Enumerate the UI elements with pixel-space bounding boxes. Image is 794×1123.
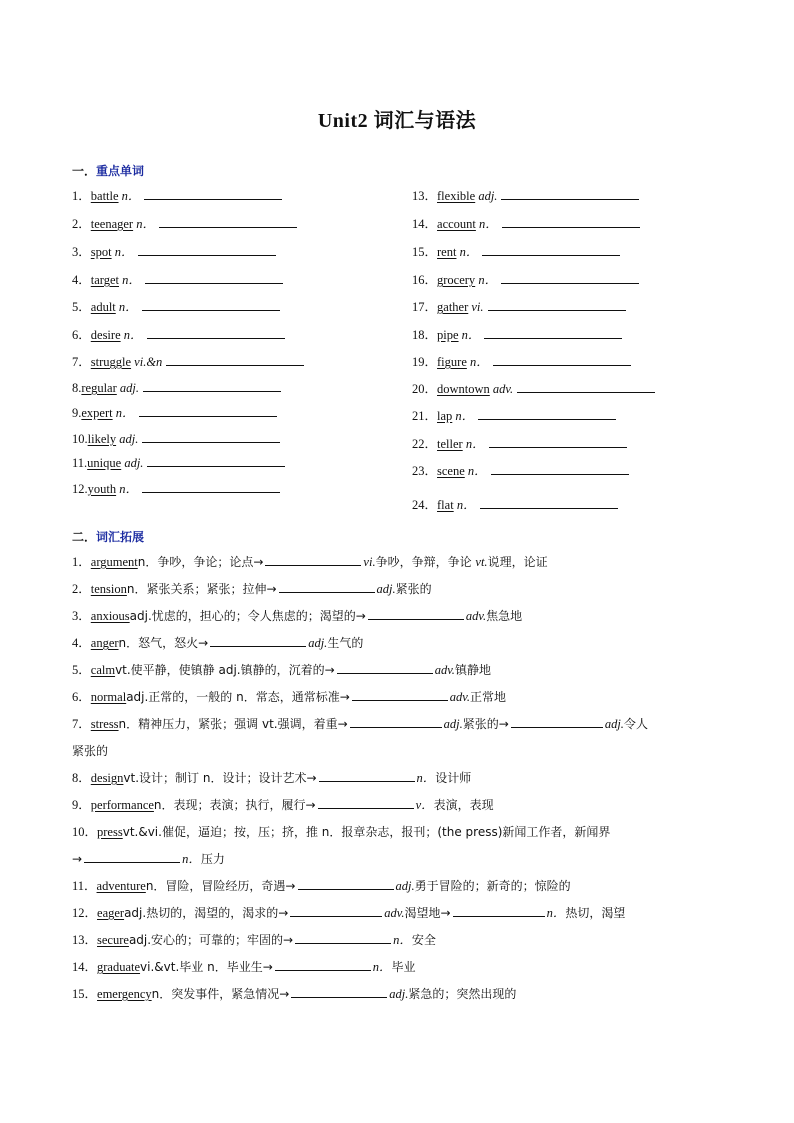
vocab-word: gather [437, 300, 469, 314]
definition: 紧张的→ [462, 717, 509, 731]
part-of-speech: n． [136, 217, 155, 231]
definition: vi.&vt.毕业 n．毕业生→ [140, 960, 273, 974]
expansion-item-7 [72, 715, 732, 760]
vocab-item [412, 326, 622, 344]
expansion-item-12 [72, 904, 732, 922]
definition: n．突发事件，紧急情况→ [151, 987, 290, 1001]
answer-blank[interactable] [453, 904, 545, 917]
answer-blank[interactable] [298, 877, 394, 890]
definition: 设计师 [435, 771, 472, 785]
item-number: 18． [412, 328, 438, 342]
definition: n．怒气，怒火→ [118, 636, 209, 650]
part-of-speech: n． [459, 245, 479, 259]
item-number: 6． [72, 328, 91, 342]
part-of-speech: n． [470, 355, 489, 369]
vocab-word: likely [87, 432, 117, 446]
part-of-speech: adj. [395, 879, 415, 893]
answer-blank[interactable] [210, 634, 306, 647]
item-number: 20． [412, 382, 438, 396]
arrow: → [72, 852, 83, 866]
vocab-item [412, 435, 627, 453]
item-number: 1． [72, 555, 91, 569]
definition: 镇静地 [454, 663, 491, 677]
answer-blank[interactable] [275, 958, 371, 971]
answer-blank[interactable] [142, 480, 280, 493]
definition: n．精神压力，紧张；强调 vt.强调，着重→ [118, 717, 348, 731]
part-of-speech: adj. [308, 636, 328, 650]
definition: vt.设计；制订 n．设计；设计艺术→ [123, 771, 317, 785]
item-number: 4． [72, 273, 91, 287]
part-of-speech: n． [118, 300, 138, 314]
vocab-word: teller [437, 437, 463, 451]
expansion-item-9 [72, 796, 732, 814]
vocab-word: normal [90, 690, 127, 704]
definition: 毕业 [391, 960, 416, 974]
answer-blank[interactable] [138, 243, 276, 256]
part-of-speech: n． [393, 933, 412, 947]
answer-blank[interactable] [352, 688, 448, 701]
part-of-speech: n． [114, 245, 134, 259]
answer-blank[interactable] [295, 931, 391, 944]
section-heading-key-words [72, 162, 144, 179]
vocab-item [72, 379, 281, 397]
answer-blank[interactable] [488, 298, 626, 311]
vocab-item [72, 271, 283, 289]
definition: 令人 [623, 717, 648, 731]
vocab-word: tension [90, 582, 127, 596]
expansion-item-13 [72, 931, 732, 949]
vocab-item [412, 243, 620, 261]
answer-blank[interactable] [142, 430, 280, 443]
vocab-word: argument [90, 555, 138, 569]
answer-blank[interactable] [143, 379, 281, 392]
answer-blank[interactable] [337, 661, 433, 674]
vocab-item [412, 187, 639, 205]
item-number: 13． [412, 189, 438, 203]
vocab-word: secure [97, 933, 129, 947]
section-heading-word-expansion [72, 528, 144, 545]
item-number: 8. [72, 381, 82, 395]
section-title: 词汇拓展 [96, 530, 145, 544]
vocab-word: unique [87, 456, 122, 470]
definition-continued: 紧张的 [72, 744, 109, 758]
vocab-word: performance [90, 798, 154, 812]
part-of-speech: adj. [119, 381, 140, 395]
item-number: 10. [72, 432, 88, 446]
vocab-word: anger [90, 636, 119, 650]
vocab-word: account [437, 217, 476, 231]
item-number: 15． [412, 245, 438, 259]
definition: 紧急的；突然出现的 [408, 987, 517, 1001]
part-of-speech: adv. [434, 663, 455, 677]
part-of-speech: adj. [389, 987, 409, 1001]
vocab-word: adult [90, 300, 116, 314]
item-number: 16． [412, 273, 438, 287]
item-number: 5． [72, 663, 91, 677]
item-number: 15． [72, 987, 98, 1001]
answer-blank[interactable] [478, 407, 616, 420]
answer-blank[interactable] [489, 435, 627, 448]
item-number: 5． [72, 300, 91, 314]
part-of-speech: vi. [363, 555, 376, 569]
item-number: 8． [72, 771, 91, 785]
answer-blank[interactable] [142, 298, 280, 311]
expansion-item-2 [72, 580, 732, 598]
item-number: 23． [412, 464, 438, 478]
item-number: 12. [72, 482, 88, 496]
section-number: 二． [72, 530, 97, 544]
expansion-item-4 [72, 634, 732, 652]
answer-blank[interactable] [291, 985, 387, 998]
part-of-speech: adj. [604, 717, 624, 731]
answer-blank[interactable] [139, 404, 277, 417]
answer-blank[interactable] [279, 580, 375, 593]
item-number: 10． [72, 825, 98, 839]
vocab-item [72, 298, 280, 316]
item-number: 3． [72, 245, 91, 259]
item-number: 14． [412, 217, 438, 231]
definition: 焦急地 [486, 609, 523, 623]
vocab-item [412, 496, 618, 514]
answer-blank[interactable] [484, 326, 622, 339]
item-number: 12． [72, 906, 98, 920]
definition: 紧张的 [395, 582, 432, 596]
vocab-item [72, 454, 285, 472]
definition: 勇于冒险的；新奇的；惊险的 [414, 879, 571, 893]
vocab-word: figure [437, 355, 467, 369]
vocab-word: downtown [437, 382, 490, 396]
part-of-speech: n． [123, 328, 143, 342]
vocab-word: flat [437, 498, 454, 512]
item-number: 6． [72, 690, 91, 704]
vocab-item [72, 326, 285, 344]
part-of-speech: n． [122, 273, 141, 287]
vocab-word: desire [90, 328, 121, 342]
answer-blank[interactable] [147, 326, 285, 339]
vocab-item [412, 298, 626, 316]
vocab-word: stress [90, 717, 119, 731]
vocab-item [412, 271, 639, 289]
expansion-item-6 [72, 688, 732, 706]
definition: n．紧张关系；紧张；拉伸→ [126, 582, 277, 596]
item-number: 19． [412, 355, 438, 369]
item-number: 14． [72, 960, 98, 974]
part-of-speech: n． [478, 273, 498, 287]
definition: 压力 [200, 852, 225, 866]
vocab-word: rent [437, 245, 457, 259]
part-of-speech: adv. [465, 609, 487, 623]
part-of-speech: adj. [119, 432, 139, 446]
vocab-word: calm [90, 663, 116, 677]
vocab-word: regular [81, 381, 117, 395]
part-of-speech: n． [455, 409, 475, 423]
vocab-word: eager [97, 906, 125, 920]
part-of-speech: n． [182, 852, 201, 866]
vocab-word: teenager [90, 217, 134, 231]
page-title: Unit2 词汇与语法 [317, 110, 477, 132]
vocab-item [72, 243, 276, 261]
part-of-speech: n． [465, 437, 485, 451]
item-number: 21． [412, 409, 438, 423]
part-of-speech: vt. [475, 555, 488, 569]
definition: 表演，表现 [433, 798, 494, 812]
vocab-word: press [97, 825, 123, 839]
definition: adj.忧虑的，担心的；令人焦虑的；渴望的→ [129, 609, 366, 623]
definition: n．冒险，冒险经历，奇遇→ [145, 879, 296, 893]
part-of-speech: n． [416, 771, 436, 785]
part-of-speech: n． [479, 217, 498, 231]
vocab-item [72, 187, 282, 205]
expansion-item-10 [72, 823, 732, 868]
vocab-item [412, 462, 629, 480]
item-number: 7． [72, 355, 91, 369]
expansion-item-11 [72, 877, 732, 895]
item-number: 4． [72, 636, 91, 650]
section-number: 一． [72, 164, 97, 178]
vocab-word: struggle [90, 355, 132, 369]
vocab-item [72, 430, 280, 448]
item-number: 7． [72, 717, 91, 731]
part-of-speech: v． [415, 798, 434, 812]
expansion-item-15 [72, 985, 732, 1003]
answer-blank[interactable] [159, 215, 297, 228]
vocab-word: grocery [437, 273, 476, 287]
vocab-word: battle [90, 189, 119, 203]
expansion-item-3 [72, 607, 732, 625]
vocab-item [412, 215, 640, 233]
vocab-item [412, 353, 631, 371]
answer-blank[interactable] [491, 462, 629, 475]
answer-blank[interactable] [319, 769, 415, 782]
definition: adj.安心的；可靠的；牢固的→ [128, 933, 294, 947]
answer-blank[interactable] [482, 243, 620, 256]
expansion-item-1 [72, 553, 732, 571]
definition: adj.热切的，渴望的，渴求的→ [124, 906, 289, 920]
answer-blank[interactable] [511, 715, 603, 728]
definition: 安全 [411, 933, 436, 947]
part-of-speech: adv. [492, 382, 514, 396]
answer-blank[interactable] [501, 187, 639, 200]
definition: 热切，渴望 [565, 906, 626, 920]
part-of-speech: adj. [376, 582, 396, 596]
part-of-speech: adv. [384, 906, 405, 920]
item-number: 17． [412, 300, 438, 314]
vocab-word: youth [87, 482, 117, 496]
part-of-speech: n． [372, 960, 392, 974]
answer-blank[interactable] [290, 904, 382, 917]
vocab-word: emergency [97, 987, 152, 1001]
vocab-word: flexible [437, 189, 476, 203]
definition: 生气的 [327, 636, 364, 650]
vocab-word: expert [81, 406, 113, 420]
vocab-word: pipe [437, 328, 459, 342]
definition: n．表现；表演；执行，履行→ [153, 798, 316, 812]
part-of-speech: n． [119, 482, 138, 496]
definition: adj.正常的，一般的 n．常态，通常标准→ [126, 690, 350, 704]
answer-blank[interactable] [502, 215, 640, 228]
part-of-speech: vi. [471, 300, 484, 314]
definition: 说理，论证 [487, 555, 548, 569]
part-of-speech: adj. [124, 456, 144, 470]
answer-blank[interactable] [144, 187, 282, 200]
answer-blank[interactable] [480, 496, 618, 509]
answer-blank[interactable] [517, 380, 655, 393]
item-number: 11. [72, 456, 88, 470]
vocab-word: scene [437, 464, 465, 478]
vocab-item [72, 404, 277, 422]
item-number: 3． [72, 609, 91, 623]
definition: 渴望地→ [404, 906, 451, 920]
item-number: 1． [72, 189, 91, 203]
vocab-item [412, 407, 616, 425]
answer-blank[interactable] [147, 454, 285, 467]
part-of-speech: n． [546, 906, 566, 920]
part-of-speech: n． [467, 464, 487, 478]
item-number: 13． [72, 933, 98, 947]
answer-blank[interactable] [350, 715, 442, 728]
section-title: 重点单词 [96, 164, 145, 178]
item-number: 9． [72, 798, 91, 812]
answer-blank[interactable] [318, 796, 414, 809]
item-number: 24． [412, 498, 438, 512]
answer-blank[interactable] [368, 607, 464, 620]
vocab-word: graduate [97, 960, 141, 974]
answer-blank[interactable] [166, 353, 304, 366]
expansion-item-8 [72, 769, 732, 787]
answer-blank[interactable] [84, 850, 180, 863]
part-of-speech: n． [115, 406, 135, 420]
vocab-item [412, 380, 655, 398]
vocab-item [72, 480, 280, 498]
definition: 争吵，争辩，争论 [375, 555, 476, 569]
answer-blank[interactable] [493, 353, 631, 366]
part-of-speech: n． [456, 498, 476, 512]
part-of-speech: adj. [478, 189, 498, 203]
item-number: 11． [72, 879, 97, 893]
definition: 正常地 [470, 690, 507, 704]
answer-blank[interactable] [145, 271, 283, 284]
definition: vt.&vi.催促，逼迫；按，压；挤，推 n．报章杂志，报刊；(the press)新闻工作者，新闻界 [122, 825, 611, 839]
vocab-item [72, 215, 297, 233]
part-of-speech: adv. [449, 690, 471, 704]
item-number: 9. [72, 406, 82, 420]
item-number: 2． [72, 582, 91, 596]
vocab-word: spot [90, 245, 112, 259]
definition: vt.使平静，使镇静 adj.镇静的，沉着的→ [115, 663, 335, 677]
part-of-speech: vi.&n [134, 355, 163, 369]
item-number: 22． [412, 437, 438, 451]
part-of-speech: n． [121, 189, 141, 203]
definition: n．争吵，争论；论点→ [137, 555, 264, 569]
vocab-word: adventure [96, 879, 146, 893]
part-of-speech: adj. [443, 717, 463, 731]
expansion-item-14 [72, 958, 732, 976]
vocab-word: design [90, 771, 124, 785]
vocab-word: anxious [90, 609, 130, 623]
vocab-item [72, 353, 304, 371]
part-of-speech: n． [461, 328, 481, 342]
expansion-item-5 [72, 661, 732, 679]
vocab-word: target [90, 273, 119, 287]
item-number: 2． [72, 217, 91, 231]
answer-blank[interactable] [501, 271, 639, 284]
vocab-word: lap [437, 409, 453, 423]
answer-blank[interactable] [265, 553, 361, 566]
